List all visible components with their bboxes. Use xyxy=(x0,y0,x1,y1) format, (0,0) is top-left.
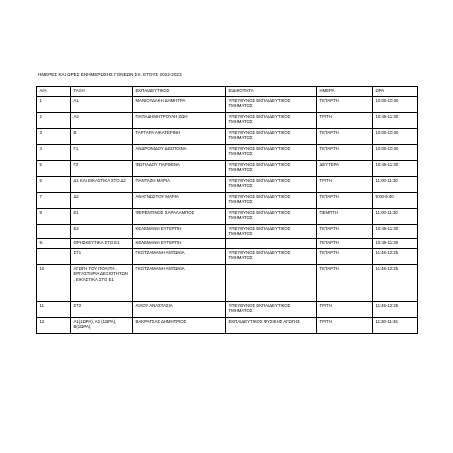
cell-teacher: ΛΙΛΟΥ ΑΝΑΣΤΑΣΙΑ xyxy=(133,301,226,317)
cell-time: 10:00-10:30 xyxy=(373,129,418,145)
cell-teacher: ΑΝΑΓΝΩΣΤΟΥ ΜΑΡΙΑ xyxy=(133,193,226,209)
cell-specialty: ΥΠΕΥΘΥΝΟΣ ΕΚΠΑΙΔΕΥΤΙΚΟΣ ΤΜΗΜΑΤΟΣ xyxy=(226,248,317,264)
table-row xyxy=(37,177,418,193)
cell-teacher: ΠΑΝΤΑΖΗ ΜΑΡΙΑ xyxy=(133,177,226,193)
table-row xyxy=(37,248,418,264)
cell-time: 11:00-11:30 xyxy=(373,209,418,225)
cell-day: ΤΕΤΑΡΤΗ xyxy=(317,238,373,248)
cell-class: ΑΓΩΓΗ ΤΟΥ ΠΟΛΙΤΗ , ΕΡΓΑΣΤΗΡΙΑ ΔΕΞΙΟΤΗΤΩΝ , ΕΙΚΑΣΤΙΚΑ ΣΤΟ Ε1 xyxy=(71,264,133,301)
table-row xyxy=(37,129,418,145)
header-cell-specialty: ΕΙΔΙΚΟΤΗΤΑ xyxy=(226,87,317,97)
cell-aa: 9. xyxy=(37,238,71,248)
cell-time: 11:45-12:25 xyxy=(373,301,418,317)
table-row xyxy=(37,225,418,239)
header-row xyxy=(37,87,418,97)
cell-class: Ε2 xyxy=(71,225,133,239)
header-cell-time: ΩΡΑ xyxy=(373,87,418,97)
cell-teacher: ΦΩΤΙΑΔΟΥ ΠΑΡΘΕΝΑ xyxy=(133,161,226,177)
cell-class: ΣΤ2 xyxy=(71,301,133,317)
table-row xyxy=(37,113,418,129)
cell-specialty: ΕΚΠΑΙΔΕΥΤΙΚΟΣ ΦΥΣΙΚΗΣ ΑΓΩΓΗΣ xyxy=(226,317,317,333)
cell-specialty: ΥΠΕΥΘΥΝΟΣ ΕΚΠΑΙΔΕΥΤΙΚΟΣ ΤΜΗΜΑΤΟΣ xyxy=(226,97,317,113)
cell-teacher: ΤΑΡΤΑΡΑ ΑΙΚΑΤΕΡΙΝΗ xyxy=(133,129,226,145)
cell-time: 10:45-11:30 xyxy=(373,225,418,239)
cell-teacher: ΜΑΝΙΟΥΔΑΚΗ ΔΗΜΗΤΡΑ xyxy=(133,97,226,113)
cell-class: Ε1 xyxy=(71,209,133,225)
cell-day: ΤΕΤΑΡΤΗ xyxy=(317,145,373,161)
cell-class: ΘΡΗΣΚΕΥΤΙΚΑ ΣΤΟ Ε1 xyxy=(71,238,133,248)
cell-time: 10:45-11:30 xyxy=(373,161,418,177)
cell-aa: 12 xyxy=(37,317,71,333)
cell-day: ΤΕΤΑΡΤΗ xyxy=(317,248,373,264)
cell-class: ΣΤ1 xyxy=(71,248,133,264)
header-cell-aa: Α/Α xyxy=(37,87,71,97)
cell-specialty: ΥΠΕΥΘΥΝΟΣ ΕΚΠΑΙΔΕΥΤΙΚΟΣ ΤΜΗΜΑΤΟΣ xyxy=(226,129,317,145)
cell-time: 11:00-11:30 xyxy=(373,177,418,193)
document-title: ΗΜΕΡΕΣ ΚΑΙ ΩΡΕΣ ΕΝΗΜΕΡΩΣΗΣ ΓΟΝΕΩΝ ΣΧ. ΕΤΟΥΣ 2022-2023 xyxy=(38,72,182,77)
cell-day: ΤΕΤΑΡΤΗ xyxy=(317,193,373,209)
cell-class: Α1 xyxy=(71,97,133,113)
table-header xyxy=(37,87,418,97)
cell-day: ΤΡΙΤΗ xyxy=(317,317,373,333)
cell-specialty: ΥΠΕΥΘΥΝΟΣ ΕΚΠΑΙΔΕΥΤΙΚΟΣ ΤΜΗΜΑΤΟΣ xyxy=(226,145,317,161)
cell-day: ΤΕΤΑΡΤΗ xyxy=(317,129,373,145)
cell-aa xyxy=(37,248,71,264)
table-row xyxy=(37,238,418,248)
cell-teacher: ΑΝΔΡΟΝΙΔΟΥ ΔΕΣΠΟΙΝΑ xyxy=(133,145,226,161)
cell-specialty: ΥΠΕΥΘΥΝΟΣ ΕΚΠΑΙΔΕΥΤΙΚΟΣ ΤΜΗΜΑΤΟΣ xyxy=(226,225,317,239)
cell-aa: 8 xyxy=(37,209,71,225)
cell-time: 11:45-12:25 xyxy=(373,264,418,301)
cell-aa: 7 xyxy=(37,193,71,209)
cell-day: ΤΡΙΤΗ xyxy=(317,113,373,129)
cell-specialty: ΥΠΕΥΘΥΝΟΣ ΕΚΠΑΙΔΕΥΤΙΚΟΣ ΤΜΗΜΑΤΟΣ xyxy=(226,177,317,193)
cell-day: ΤΕΤΑΡΤΗ xyxy=(317,225,373,239)
cell-day: ΤΕΤΑΡΤΗ xyxy=(317,264,373,301)
header-cell-class: ΤΑΞΗ xyxy=(71,87,133,97)
cell-class: Γ2 xyxy=(71,161,133,177)
cell-day: ΔΕΥΤΕΡΑ xyxy=(317,161,373,177)
cell-class: Δ2 xyxy=(71,193,133,209)
cell-specialty: ΥΠΕΥΘΥΝΟΣ ΕΚΠΑΙΔΕΥΤΙΚΟΣ ΤΜΗΜΑΤΟΣ xyxy=(226,301,317,317)
table-row xyxy=(37,264,418,301)
cell-time: 10:45-11:30 xyxy=(373,238,418,248)
cell-teacher: ΠΑΠΑΔΗΜΗΤΡΟΥΛΗ ΖΩΗ xyxy=(133,113,226,129)
table-row xyxy=(37,145,418,161)
cell-specialty: ΥΠΕΥΘΥΝΟΣ ΕΚΠΑΙΔΕΥΤΙΚΟΣ ΤΜΗΜΑΤΟΣ xyxy=(226,193,317,209)
table-row xyxy=(37,97,418,113)
cell-class: Γ1 xyxy=(71,145,133,161)
cell-aa: 6 xyxy=(37,177,71,193)
cell-aa: 10 xyxy=(37,264,71,301)
schedule-table xyxy=(36,86,418,334)
table-row xyxy=(37,161,418,177)
cell-class: Α2 xyxy=(71,113,133,129)
cell-time: 10:00-10:30 xyxy=(373,97,418,113)
cell-class: Δ1 ΚΑΙ ΕΙΚΑΣΤΙΚΑ ΣΤΟ Δ2 xyxy=(71,177,133,193)
cell-aa: 1 xyxy=(37,97,71,113)
cell-time: 10:45-11:30 xyxy=(373,113,418,129)
cell-specialty: ΥΠΕΥΘΥΝΟΣ ΕΚΠΑΙΔΕΥΤΙΚΟΣ ΤΜΗΜΑΤΟΣ xyxy=(226,161,317,177)
table-row xyxy=(37,317,418,333)
cell-day: ΠΕΜΠΤΗ xyxy=(317,209,373,225)
cell-teacher: ΓΚΟΤΖΑΜΑΝΗ ΑΝΤΩΝΙΑ xyxy=(133,248,226,264)
cell-time: 11:45-12:25 xyxy=(373,248,418,264)
table-body xyxy=(37,97,418,334)
table-row xyxy=(37,209,418,225)
cell-teacher: ΒΑΚΡΑΤΣΑΣ ΔΗΜΗΤΡΙΟΣ xyxy=(133,317,226,333)
header-cell-day: ΗΜΕΡΑ xyxy=(317,87,373,97)
cell-day: ΤΡΙΤΗ xyxy=(317,177,373,193)
cell-time: 11:30-11:45 xyxy=(373,317,418,333)
cell-time: 9:00-9:40 xyxy=(373,193,418,209)
cell-aa: 2 xyxy=(37,113,71,129)
cell-specialty: ΥΠΕΥΘΥΝΟΣ ΕΚΠΑΙΔΕΥΤΙΚΟΣ ΤΜΗΜΑΤΟΣ xyxy=(226,209,317,225)
cell-class: Β xyxy=(71,129,133,145)
cell-aa: 11 xyxy=(37,301,71,317)
cell-aa xyxy=(37,225,71,239)
cell-aa: 4 xyxy=(37,145,71,161)
cell-teacher: ΦΕΡΕΝΤΙΝΟΣ ΧΑΡΑΛΑΜΠΟΣ xyxy=(133,209,226,225)
cell-class: Α1(1ΩΡΑ), Α2 (1ΩΡΑ), Β(1ΩΡΑ), xyxy=(71,317,133,333)
table-row xyxy=(37,193,418,209)
cell-day: ΤΡΙΤΗ xyxy=(317,301,373,317)
cell-specialty: ΥΠΕΥΘΥΝΟΣ ΕΚΠΑΙΔΕΥΤΙΚΟΣ ΤΜΗΜΑΤΟΣ xyxy=(226,113,317,129)
cell-aa: 5 xyxy=(37,161,71,177)
cell-teacher: ΚΕΛΕΜΑΝΗ ΕΥΤΕΡΠΗ xyxy=(133,238,226,248)
cell-specialty xyxy=(226,238,317,248)
table-row xyxy=(37,301,418,317)
header-cell-teacher: ΕΚΠΑΙΔΕΥΤΙΚΟΣ xyxy=(133,87,226,97)
cell-aa: 3 xyxy=(37,129,71,145)
cell-teacher: ΓΚΟΤΖΑΜΑΝΗ ΑΝΤΩΝΙΑ xyxy=(133,264,226,301)
cell-time: 10:00-10:30 xyxy=(373,145,418,161)
cell-day: ΤΕΤΑΡΤΗ xyxy=(317,97,373,113)
cell-teacher: ΚΕΛΕΜΑΝΗ ΕΥΤΕΡΠΗ xyxy=(133,225,226,239)
cell-specialty xyxy=(226,264,317,301)
